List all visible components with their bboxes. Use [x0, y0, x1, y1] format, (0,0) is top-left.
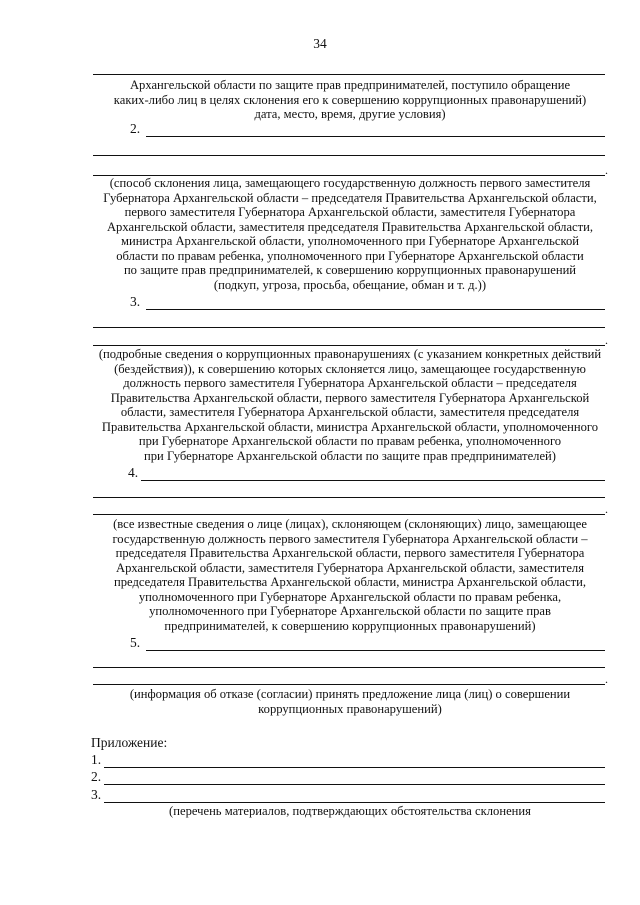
- appendix-item-number: 2.: [91, 769, 102, 784]
- blank-line: [93, 74, 605, 75]
- section-number: 5.: [130, 635, 141, 650]
- appendix-item-number: 1.: [91, 752, 102, 767]
- section-caption: (подробные сведения о коррупционных правонарушениях (с указанием конкретных действий (бездействия)), к совершению которых склоняется лицо, замещающее государственную должность первого заместителя Губернатора Архангельской области – председателя Правительства Архангельской области, первого заместителя Губернатора Архангельской области, заместителя Губернатора Архангельской области, заместителя председателя Правительства Архангельской области, министра Архангельской области, уполномоченного при Губернаторе Архангельской области по правам ребенка, уполномоченного при Губернаторе Архангельской области по защите прав предпринимателей): [98, 347, 602, 463]
- period: .: [605, 333, 608, 347]
- section-number: 3.: [130, 294, 141, 309]
- section-number: 4.: [128, 465, 139, 480]
- intro-caption: Архангельской области по защите прав предпринимателей, поступило обращение каких-либо лиц в целях склонения его к совершению коррупционных правонарушений) дата, место, время, другие условия): [113, 78, 587, 121]
- section-number: 2.: [130, 121, 141, 136]
- appendix-caption: (перечень материалов, подтверждающих обстоятельства склонения: [169, 804, 531, 818]
- blank-line[interactable]: [93, 497, 605, 498]
- section-caption: (информация об отказе (согласии) принять предложение лица (лиц) о совершении коррупционных правонарушений): [129, 687, 571, 716]
- blank-line[interactable]: [93, 327, 605, 328]
- section-caption: (все известные сведения о лице (лицах), склоняющем (склоняющих) лицо, замещающее государственную должность первого заместителя Губернатора Архангельской области – председателя Правительства Архангельской области, первого заместителя Губернатора Архангельской области, заместителя Губернатора Архангельской области, заместителя председателя Правительства Архангельской области, министра Архангельской области, уполномоченного при Губернаторе Архангельской области по правам ребенка, уполномоченного при Губернаторе Архангельской области по защите прав предпринимателей, к совершению коррупционных правонарушений): [112, 517, 588, 633]
- blank-line[interactable]: [146, 309, 605, 310]
- blank-line[interactable]: [93, 667, 605, 668]
- blank-line[interactable]: [146, 650, 605, 651]
- appendix-blank-line[interactable]: [104, 802, 605, 803]
- period: .: [605, 163, 608, 177]
- period: .: [605, 672, 608, 686]
- blank-line[interactable]: [93, 684, 605, 685]
- section-caption: (способ склонения лица, замещающего государственную должность первого заместителя Губернатора Архангельской области – председателя Правительства Архангельской области, первого заместителя Губернатора Архангельской области, заместителя Губернатора Архангельской области, заместителя председателя Правительства Архангельской области, министра Архангельской области, уполномоченного при Губернаторе Архангельской области по правам ребенка, уполномоченного при Губернаторе Архангельской области по защите прав предпринимателей, к совершению коррупционных правонарушений (подкуп, угроза, просьба, обещание, обман и т. д.)): [103, 176, 597, 292]
- page-number: 34: [313, 36, 327, 51]
- appendix-blank-line[interactable]: [104, 767, 605, 768]
- period: .: [605, 502, 608, 516]
- blank-line[interactable]: [141, 480, 605, 481]
- blank-line[interactable]: [93, 514, 605, 515]
- blank-line[interactable]: [93, 345, 605, 346]
- appendix-item-number: 3.: [91, 787, 102, 802]
- blank-line[interactable]: [146, 136, 605, 137]
- appendix-blank-line[interactable]: [104, 784, 605, 785]
- blank-line[interactable]: [93, 155, 605, 156]
- appendix-title: Приложение:: [91, 735, 168, 750]
